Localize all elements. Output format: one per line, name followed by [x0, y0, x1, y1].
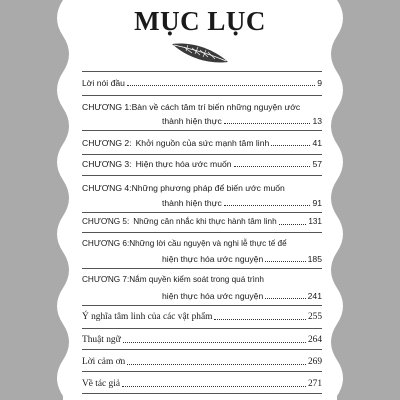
dot-leader	[279, 223, 307, 225]
dot-leader	[127, 84, 315, 86]
toc-entry-chapter-3[interactable]	[82, 156, 322, 170]
toc-entry-chapter-5[interactable]	[82, 214, 322, 228]
toc-entry-about-author[interactable]	[82, 376, 322, 390]
toc-entry-chapter-1[interactable]	[82, 99, 322, 113]
dot-leader	[234, 165, 311, 167]
entry-title: Những phương pháp để biến ước muốn	[131, 183, 285, 193]
dot-leader	[224, 204, 311, 206]
rule	[82, 212, 322, 213]
entry-page: 57	[312, 159, 322, 169]
rule	[82, 393, 322, 394]
entry-label: CHƯƠNG 5:	[82, 217, 130, 226]
entry-title: Những cân nhắc khi thực hành tâm linh	[133, 217, 277, 226]
rule	[82, 305, 322, 306]
rule	[82, 130, 322, 131]
rule	[82, 328, 322, 329]
entry-title-cont: thành hiện thực	[162, 116, 222, 126]
dot-leader	[265, 260, 305, 262]
toc-entry-chapter-6[interactable]	[82, 236, 322, 250]
dot-leader	[271, 144, 310, 146]
dot-leader	[127, 363, 306, 365]
entry-page: 91	[312, 198, 322, 208]
entry-title: Khởi nguồn của sức mạnh tâm linh	[135, 138, 270, 148]
entry-page: 269	[307, 357, 322, 367]
entry-page: 41	[312, 138, 322, 148]
entry-label: CHƯƠNG 7:	[82, 275, 130, 284]
entry-label: CHƯƠNG 4:	[82, 183, 132, 193]
toc-entry-chapter-7-cont[interactable]	[162, 288, 322, 302]
entry-page: 271	[307, 379, 322, 389]
dot-leader	[123, 341, 306, 343]
entry-label: CHƯƠNG 1:	[82, 102, 132, 112]
entry-label: CHƯƠNG 3:	[82, 159, 132, 169]
entry-label: CHƯƠNG 2:	[82, 138, 132, 148]
entry-title-cont: hiện thực hóa ước nguyện	[162, 291, 264, 301]
toc-entry-chapter-6-cont[interactable]	[162, 251, 322, 265]
entry-title: Nắm quyền kiểm soát trong quá trình	[129, 275, 264, 284]
toc-entry-preface[interactable]	[82, 75, 322, 89]
dot-leader	[265, 297, 305, 299]
rule	[82, 268, 322, 269]
entry-page: 255	[307, 312, 322, 322]
entry-page: 185	[307, 254, 322, 264]
entry-label: Lời cảm ơn	[82, 357, 126, 367]
toc-entry-chapter-4-cont[interactable]	[162, 195, 322, 209]
toc-entry-chapter-2[interactable]	[82, 135, 322, 149]
entry-page: 131	[308, 217, 322, 226]
entry-title-cont: hiện thực hóa ước nguyện	[162, 254, 264, 264]
toc-entry-chapter-7[interactable]	[82, 272, 322, 286]
entry-title: Hiện thực hóa ước muốn	[135, 159, 232, 169]
dot-leader	[224, 122, 311, 124]
entry-label: Ý nghĩa tâm linh của các vật phẩm	[82, 312, 213, 322]
entry-page: 241	[307, 291, 322, 301]
rule	[82, 232, 322, 233]
rule	[82, 349, 322, 350]
entry-page: 9	[317, 78, 322, 88]
toc-entry-chapter-4[interactable]	[82, 180, 322, 194]
entry-label: Lời nói đầu	[82, 78, 125, 88]
entry-title: Những lời cầu nguyện và nghi lễ thực tế để	[129, 239, 287, 248]
entry-label: Thuật ngữ	[82, 335, 121, 345]
toc-entry-chapter-1-cont[interactable]	[162, 113, 322, 127]
toc-entry-acknowledgements[interactable]	[82, 354, 322, 368]
entry-title-cont: thành hiện thực	[162, 198, 222, 208]
dot-leader	[122, 385, 306, 387]
entry-title: Bàn về cách tâm trí biến những nguyện ước	[131, 102, 301, 112]
entry-page: 13	[312, 116, 322, 126]
entry-page: 264	[307, 335, 322, 345]
entry-label: Về tác giả	[82, 379, 120, 389]
rule	[82, 95, 322, 96]
top-rule	[82, 71, 322, 72]
rule	[82, 371, 322, 372]
toc-entry-glossary[interactable]	[82, 332, 322, 346]
page-title: MỤC LỤC	[134, 6, 266, 36]
entry-label: CHƯƠNG 6:	[82, 239, 130, 248]
toc-entry-objects[interactable]	[82, 309, 322, 323]
dot-leader	[214, 318, 306, 320]
rule	[82, 154, 322, 155]
rule	[82, 175, 322, 176]
